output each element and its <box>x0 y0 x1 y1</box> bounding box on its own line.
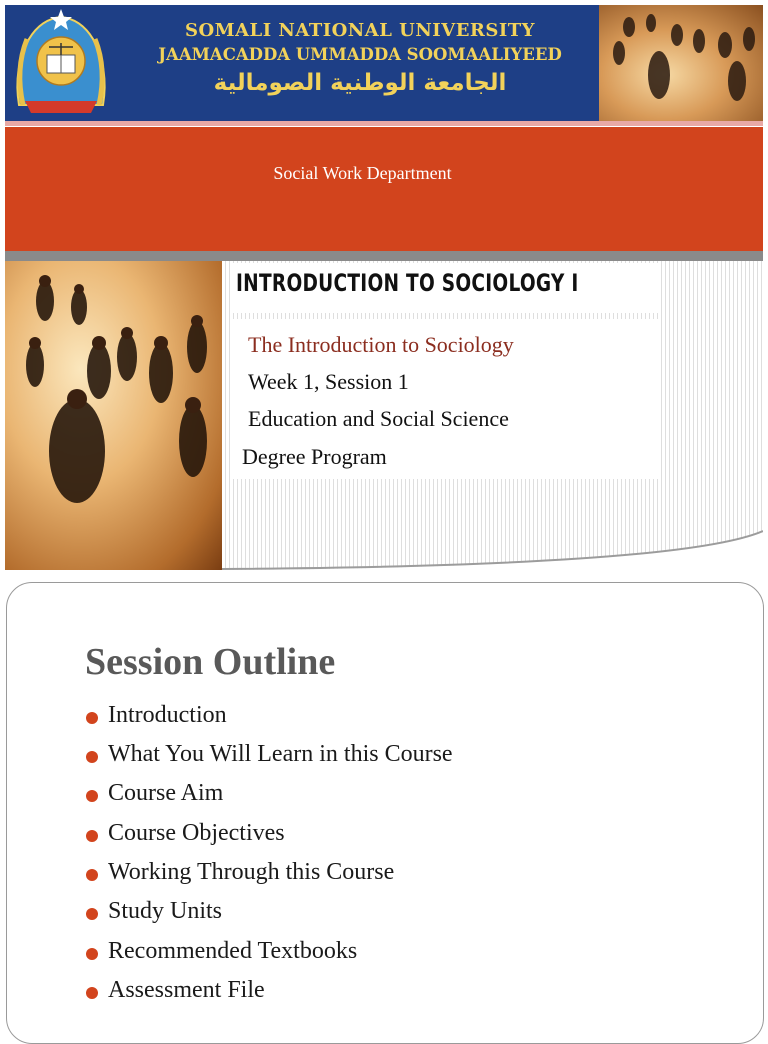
course-subtitle: The Introduction to Sociology <box>248 332 514 357</box>
list-item-text: Course Aim <box>108 780 224 806</box>
university-banner <box>5 5 763 121</box>
degree-line: Degree Program <box>242 444 387 469</box>
list-item-text: Recommended Textbooks <box>108 938 358 964</box>
outline-title: Session Outline <box>85 641 336 683</box>
list-item-text: Assessment File <box>108 977 265 1003</box>
bullet-dot-icon <box>86 987 98 999</box>
university-seal-icon <box>11 9 111 117</box>
crowd-walking-photo <box>5 261 222 570</box>
session-line: Week 1, Session 1 <box>248 369 409 394</box>
university-name-arabic: الجامعة الوطنية الصومالية <box>213 70 507 96</box>
bullet-dot-icon <box>86 869 98 881</box>
bullet-dot-icon <box>86 830 98 842</box>
list-item-text: What You Will Learn in this Course <box>108 741 453 767</box>
banner-crowd-photo <box>599 5 763 121</box>
department-name: Social Work Department <box>273 163 452 183</box>
university-name-english: SOMALI NATIONAL UNIVERSITY <box>184 20 536 41</box>
university-name <box>115 19 605 99</box>
bullet-dot-icon <box>86 790 98 802</box>
list-item-text: Introduction <box>108 702 227 728</box>
list-item-text: Working Through this Course <box>108 859 395 885</box>
university-name-somali: JAAMACADDA UMMADDA SOOMAALIYEED <box>158 45 562 64</box>
program-line: Education and Social Science <box>248 406 509 431</box>
bullet-dot-icon <box>86 751 98 763</box>
bullet-dot-icon <box>86 908 98 920</box>
list-item-text: Course Objectives <box>108 820 285 846</box>
bullet-dot-icon <box>86 948 98 960</box>
title-slide <box>5 5 763 570</box>
bullet-dot-icon <box>86 712 98 724</box>
list-item-text: Study Units <box>108 898 223 924</box>
divider-grey <box>5 251 763 261</box>
department-band <box>5 127 763 251</box>
course-title: INTRODUCTION TO SOCIOLOGY I <box>236 269 579 297</box>
divider-pink <box>5 121 763 126</box>
